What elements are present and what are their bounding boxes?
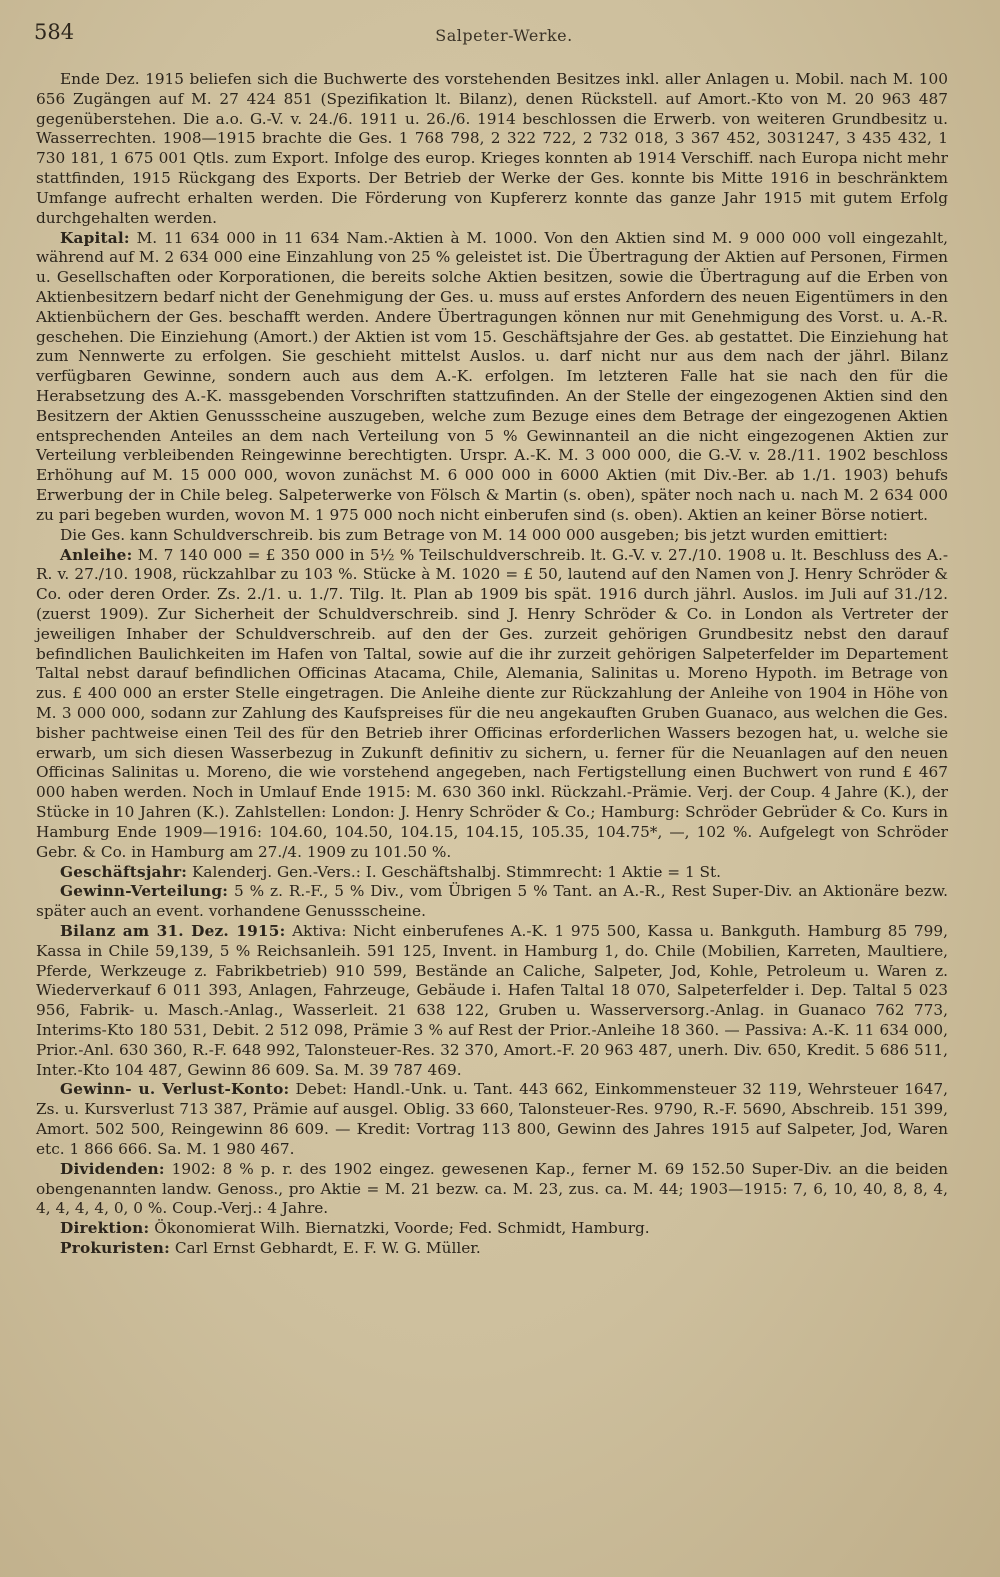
paragraph-bonds-intro	[36, 526, 948, 546]
paragraph-text: Aktiva: Nicht einberufenes A.-K. 1 975 500, Kassa u. Bankguth. Hamburg 85 799, Kassa in Chile 59,139, 5 % Reichsanleih. 591 125, Invent. in Hamburg 1, do. Chile (Mobilien, Karreten, Maultiere, Pferde, Werkzeuge z. Fabrikbetrieb) 910 599, Bestände an Caliche, Salpeter, Jod, Kohle, Petroleum u. Waren z. Wiederverkauf 6 011 393, Anlagen, Fahrzeuge, Gebäude i. Hafen Taltal 18 070, Salpeterfelder i. Dep. Taltal 5 023 956, Fabrik- u. Masch.-Anlag., Wasserleit. 21 638 122, Gruben u. Wasserversorg.-Anlag. in Guanaco 762 773, Interims-Kto 180 531, Debit. 2 512 098, Prämie 3 % auf Rest der Prior.-Anleihe 18 360. — Passiva: A.-K. 11 634 000, Prior.-Anl. 630 360, R.-F. 648 992, Talonsteuer-Res. 32 370, Amort.-F. 20 963 487, unerh. Div. 650, Kredit. 5 686 511, Inter.-Kto 104 487, Gewinn 86 609. Sa. M. 39 787 469.	[36, 921, 948, 1079]
paragraph-dividends	[36, 1160, 948, 1219]
paragraph-lead: Geschäftsjahr:	[60, 862, 188, 881]
paragraph-text: 5 % z. R.-F., 5 % Div., vom Übrigen 5 % Tant. an A.-R., Rest Super-Div. an Aktionäre bezw. später auch an event. vorhandene Genussscheine.	[36, 882, 948, 921]
paragraph-book-values	[36, 70, 948, 229]
paragraph-text: Die Ges. kann Schuldverschreib. bis zum Betrage von M. 14 000 000 ausgeben; bis jetzt wurden emittiert:	[60, 525, 888, 544]
paragraph-profit-distribution	[36, 882, 948, 922]
paragraph-text: M. 7 140 000 = £ 350 000 in 5½ % Teilschuldverschreib. lt. G.-V. v. 27./10. 1908 u. lt. Beschluss des A.-R. v. 27./10. 1908, rückzahlbar zu 103 %. Stücke à M. 1020 = £ 50, lautend auf den Namen von J. Henry Schröder & Co. oder deren Order. Zs. 2./1. u. 1./7. Tilg. lt. Plan ab 1909 bis spät. 1916 durch jährl. Auslos. im Juli auf 31./12. (zuerst 1909). Zur Sicherheit der Schuldverschreib. sind J. Henry Schröder & Co. in London als Vertreter der jeweiligen Inhaber der Schuldverschreib. auf den der Ges. zurzeit gehörigen Grundbesitz nebst den darauf befindlichen Baulichkeiten im Hafen von Taltal, sowie auf die ihr zurzeit gehörigen Salpeterfelder im Departement Taltal nebst darauf befindlichen Officinas Atacama, Chile, Alemania, Salinitas u. Moreno Hypoth. im Betrage von zus. £ 400 000 an erster Stelle eingetragen. Die Anleihe diente zur Rückzahlung der Anleihe von 1904 in Höhe von M. 3 000 000, sodann zur Zahlung des Kaufspreises für die neu angekauften Gruben Guanaco, aus welchen die Ges. bisher pachtweise einen Teil des für den Betrieb ihrer Officinas erforderlichen Wassers bezogen hat, u. welche sie erwarb, um sich diesen Wasserbezug in Zukunft definitiv zu sichern, u. ferner für die Neuanlagen auf den neuen Officinas Salinitas u. Moreno, die wie vorstehend angegeben, nach Fertigstellung einen Buchwert von rund £ 467 000 haben werden. Noch in Umlauf Ende 1915: M. 630 360 inkl. Rückzahl.-Prämie. Verj. der Coup. 4 Jahre (K.), der Stücke in 10 Jahren (K.). Zahlstellen: London: J. Henry Schröder & Co.; Hamburg: Schröder Gebrüder & Co. Kurs in Hamburg Ende 1909—1916: 104.60, 104.50, 104.15, 104.15, 105.35, 104.75*, —, 102 %. Aufgelegt von Schröder Gebr. & Co. in Hamburg am 27./4. 1909 zu 101.50 %.	[36, 545, 948, 861]
paragraph-text: Debet: Handl.-Unk. u. Tant. 443 662, Einkommensteuer 32 119, Wehrsteuer 1647, Zs. u. Kursverlust 713 387, Prämie auf ausgel. Oblig. 33 660, Talonsteuer-Res. 9790, R.-F. 5690, Abschreib. 151 399, Amort. 502 500, Reingewinn 86 609. — Kredit: Vortrag 113 800, Gewinn des Jahres 1915 auf Salpeter, Jod, Waren etc. 1 866 666. Sa. M. 1 980 467.	[36, 1080, 948, 1158]
paragraph-lead: Bilanz am 31. Dez. 1915:	[60, 921, 286, 940]
paragraph-lead: Direktion:	[60, 1219, 150, 1238]
paragraph-text: M. 11 634 000 in 11 634 Nam.-Aktien à M. 1000. Von den Aktien sind M. 9 000 000 voll eingezahlt, während auf M. 2 634 000 eine Einzahlung von 25 % geleistet ist. Die Übertragung der Aktien auf Personen, Firmen u. Gesellschaften oder Korporationen, die bereits solche Aktien besitzen, sowie die Übertragung auf die Erben von Aktienbesitzern bedarf nicht der Genehmigung der Ges. u. muss auf erstes Anfordern des neuen Eigentümers in den Aktienbüchern der Ges. beschafft werden. Andere Übertragungen können nur mit Genehmigung des Vorst. u. A.-R. geschehen. Die Einziehung (Amort.) der Aktien ist vom 15. Geschäftsjahre der Ges. ab gestattet. Die Einziehung hat zum Nennwerte zu erfolgen. Sie geschieht mittelst Auslos. u. darf nicht nur aus dem nach der jährl. Bilanz verfügbaren Gewinne, sondern auch aus dem A.-K. erfolgen. Im letzteren Falle hat sie nach den für die Herabsetzung des A.-K. massgebenden Vorschriften stattzufinden. An der Stelle der eingezogenen Aktien sind den Besitzern der Aktien Genussscheine auszugeben, welche zum Bezuge eines dem Betrage der eingezogenen Aktien entsprechenden Anteiles an dem nach Verteilung von 5 % Gewinnanteil an die nicht eingezogenen Aktien zur Verteilung verbleibenden Reingewinne berechtigten. Urspr. A.-K. M. 3 000 000, die G.-V. v. 28./11. 1902 beschloss Erhöhung auf M. 15 000 000, wovon zunächst M. 6 000 000 in 6000 Aktien (mit Div.-Ber. ab 1./1. 1903) behufs Erwerbung der in Chile beleg. Salpeterwerke von Fölsch & Martin (s. oben), später noch nach u. nach M. 2 634 000 zu pari begeben wurden, wovon M. 1 975 000 noch nicht einberufen sind (s. oben). Aktien an keiner Börse notiert.	[36, 228, 948, 524]
paragraph-lead: Anleihe:	[60, 545, 133, 564]
paragraph-lead: Prokuristen:	[60, 1238, 170, 1257]
paragraph-text: Kalenderj. Gen.-Vers.: I. Geschäftshalbj. Stimmrecht: 1 Aktie = 1 St.	[191, 862, 722, 881]
paragraph-authorized-signatories	[36, 1239, 948, 1259]
paragraph-balance-sheet	[36, 922, 948, 1081]
paragraph-lead: Gewinn-Verteilung:	[60, 882, 229, 901]
paragraph-profit-loss	[36, 1080, 948, 1159]
page-number: 584	[34, 20, 75, 44]
paragraph-capital	[36, 229, 948, 526]
paragraph-text: Ende Dez. 1915 beliefen sich die Buchwerte des vorstehenden Besitzes inkl. aller Anlagen u. Mobil. nach M. 100 656 Zugängen auf M. 27 424 851 (Spezifikation lt. Bilanz), denen Rückstell. auf Amort.-Kto von M. 20 963 487 gegenüberstehen. Die a.o. G.-V. v. 24./6. 1911 u. 26./6. 1914 beschlossen die Erwerb. von weiteren Grundbesitz u. Wasserrechten. 1908—1915 brachte die Ges. 1 768 798, 2 322 722, 2 732 018, 3 367 452, 3031247, 3 435 432, 1 730 181, 1 675 001 Qtls. zum Export. Infolge des europ. Krieges konnten ab 1914 Verschiff. nach Europa nicht mehr stattfinden, 1915 Rückgang des Exports. Der Betrieb der Werke der Ges. konnte bis Mitte 1916 in beschränktem Umfange aufrecht erhalten werden. Die Förderung von Kupfererz konnte das ganze Jahr 1915 mit gutem Erfolg durchgehalten werden.	[36, 70, 948, 227]
paragraph-loan	[36, 546, 948, 863]
running-head	[34, 20, 974, 50]
paragraph-lead: Gewinn- u. Verlust-Konto:	[60, 1080, 290, 1099]
paragraph-lead: Dividenden:	[60, 1159, 165, 1178]
body-text	[36, 70, 948, 1259]
paragraph-text: 1902: 8 % p. r. des 1902 eingez. gewesenen Kap., ferner M. 69 152.50 Super-Div. an die beiden obengenannten landw. Genoss., pro Aktie = M. 21 bezw. ca. M. 23, zus. ca. M. 44; 1903—1915: 7, 6, 10, 40, 8, 8, 4, 4, 4, 4, 4, 0, 0 %. Coup.-Verj.: 4 Jahre.	[36, 1159, 948, 1218]
paragraph-directors	[36, 1219, 948, 1239]
paragraph-text: Carl Ernst Gebhardt, E. F. W. G. Müller.	[174, 1238, 481, 1257]
paragraph-lead: Kapital:	[60, 228, 130, 247]
running-title: Salpeter-Werke.	[435, 26, 573, 45]
paragraph-fiscal-year	[36, 863, 948, 883]
paragraph-text: Ökonomierat Wilh. Biernatzki, Voorde; Fed. Schmidt, Hamburg.	[154, 1219, 650, 1238]
